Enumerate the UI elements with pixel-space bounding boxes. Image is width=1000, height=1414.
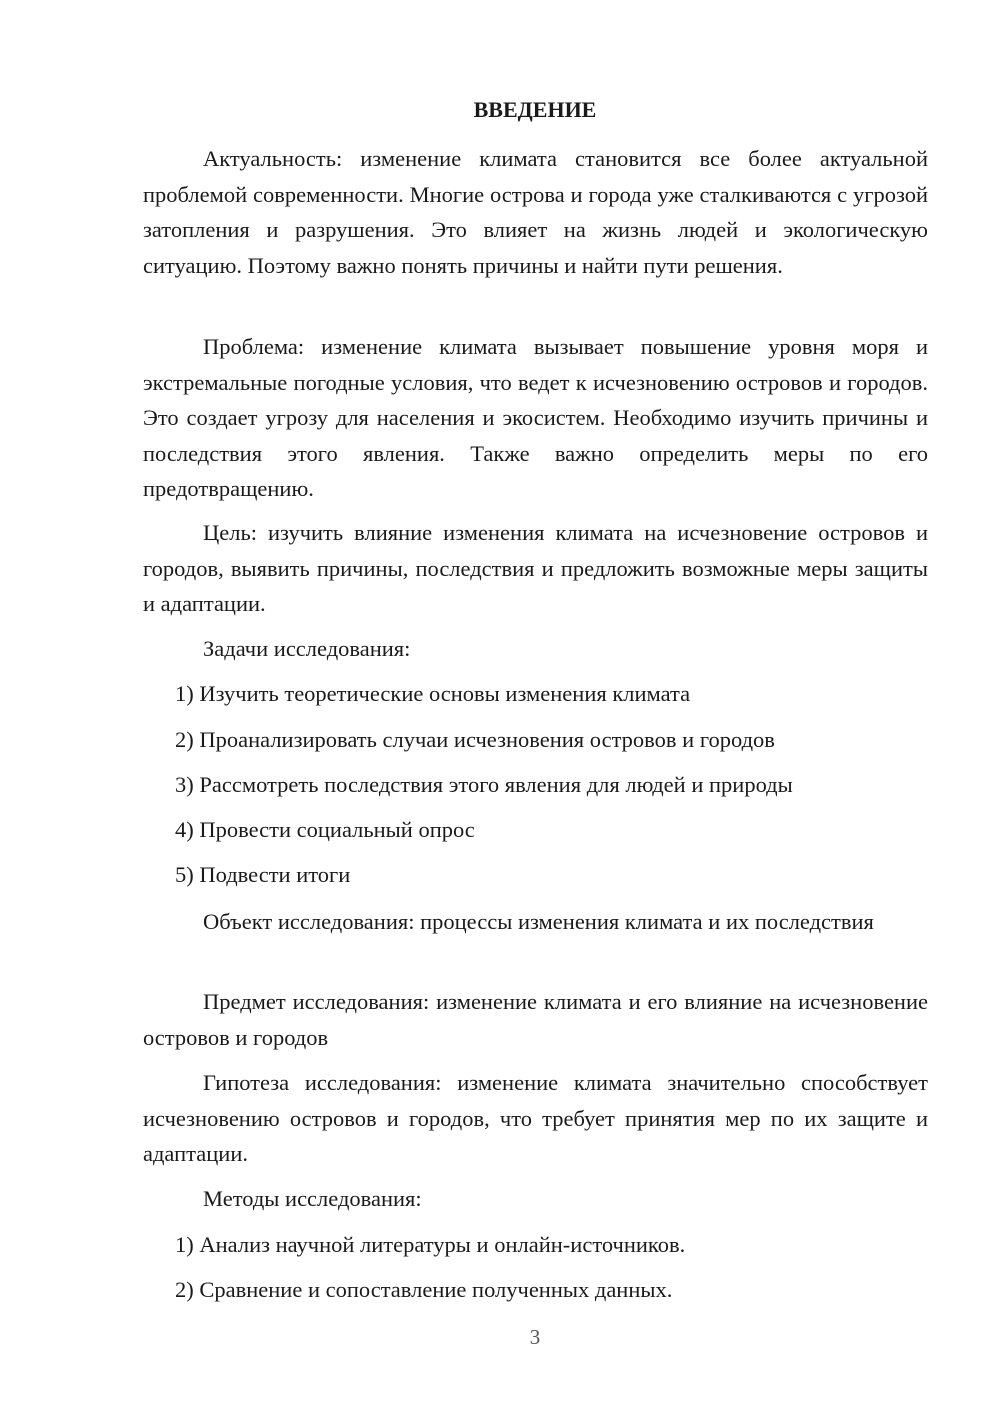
page-number: 3 bbox=[529, 1325, 541, 1349]
relevance-paragraph: Актуальность: изменение климата становится все более актуальной проблемой современности. Многие острова и города уже сталкиваются с угрозой затопления и разрушения. Это влияет на жизнь людей и экологическую ситуацию. Поэтому важно понять причины и найти пути решения. bbox=[143, 146, 928, 278]
object-paragraph: Объект исследования: процессы изменения климата и их последствия bbox=[203, 909, 874, 934]
goal-block bbox=[143, 515, 928, 622]
tasks-heading: Задачи исследования: bbox=[203, 636, 411, 661]
problem-block bbox=[143, 329, 928, 507]
method-item: 1) Анализ научной литературы и онлайн-источников. bbox=[175, 1232, 686, 1257]
method-item: 2) Сравнение и сопоставление полученных данных. bbox=[175, 1277, 673, 1302]
methods-heading: Методы исследования: bbox=[203, 1186, 422, 1211]
task-item: 2) Проанализировать случаи исчезновения островов и городов bbox=[175, 727, 775, 752]
relevance-block bbox=[143, 141, 928, 283]
task-item: 3) Рассмотреть последствия этого явления для людей и природы bbox=[175, 772, 793, 797]
subject-block bbox=[143, 984, 928, 1055]
subject-paragraph: Предмет исследования: изменение климата и его влияние на исчезновение островов и городов bbox=[143, 989, 928, 1050]
task-item: 5) Подвести итоги bbox=[175, 862, 351, 887]
hypothesis-block bbox=[143, 1065, 928, 1172]
hypothesis-paragraph: Гипотеза исследования: изменение климата значительно способствует исчезновению островов и городов, что требует принятия мер по их защите и адаптации. bbox=[143, 1070, 928, 1166]
task-item: 4) Провести социальный опрос bbox=[175, 817, 475, 842]
problem-paragraph: Проблема: изменение климата вызывает повышение уровня моря и экстремальные погодные условия, что ведет к исчезновению островов и городов. Это создает угрозу для населения и экосистем. Необходимо изучить причины и последствия этого явления. Также важно определить меры по его предотвращению. bbox=[143, 334, 928, 501]
section-title: ВВЕДЕНИЕ bbox=[473, 97, 597, 122]
object-block bbox=[143, 904, 928, 940]
goal-paragraph: Цель: изучить влияние изменения климата на исчезновение островов и городов, выявить причины, последствия и предложить возможные меры защиты и адаптации. bbox=[143, 520, 928, 616]
task-item: 1) Изучить теоретические основы изменения климата bbox=[175, 681, 691, 706]
